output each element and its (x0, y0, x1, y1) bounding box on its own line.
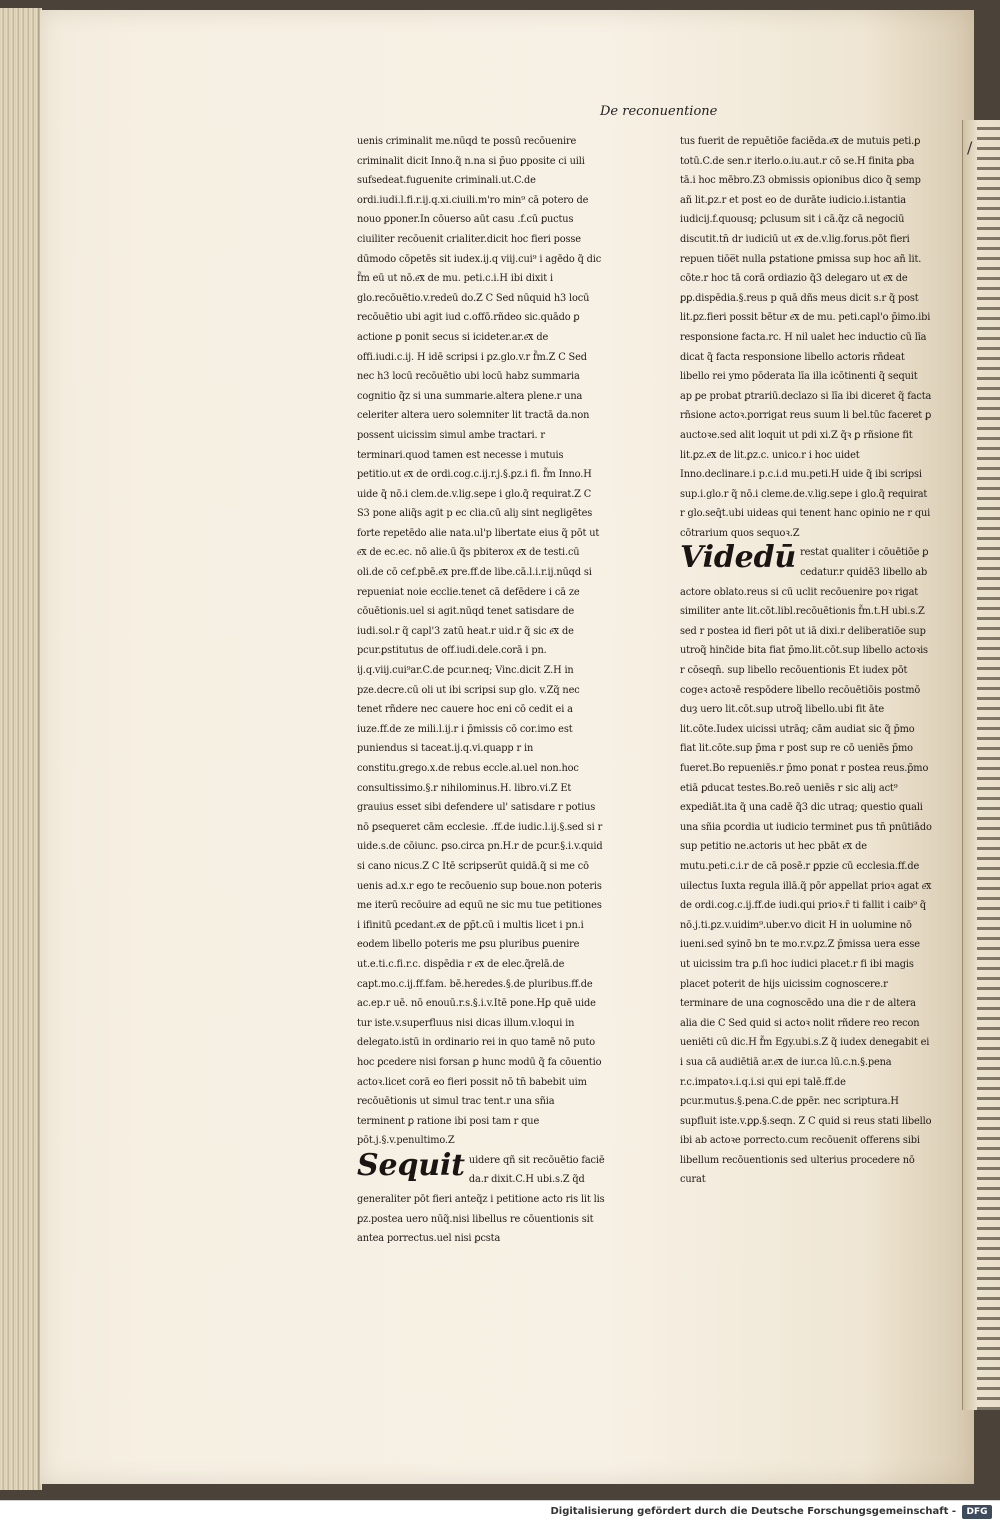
facing-page-text-lines (977, 120, 1000, 1410)
sequit-paragraph (357, 1147, 605, 1249)
facing-page-fragment (962, 120, 1000, 1410)
left-text-column (357, 132, 605, 1249)
page-edges (0, 8, 40, 1490)
margin-mark: / (967, 138, 973, 157)
sequit-text: uidere qñ sit recōuētio faciē da.r dixit.C.H ubi.s.Z q̃d generaliter pōt fieri anteq̃z i petitione acto ris lit lis ꝑz.postea uero nūq̃.nisi libellus re cōuentionis sit antea porrectus.uel nisi ꝑcsta (357, 1154, 605, 1245)
videndu-paragraph (680, 540, 932, 1190)
running-head: De reconuentione (600, 104, 718, 119)
right-text-column (680, 132, 932, 1190)
funding-credit: Digitalisierung gefördert durch die Deutsche Forschungsgemeinschaft - (550, 1506, 956, 1517)
footer-bar (0, 1500, 1000, 1524)
sequit-initial: Sequit (357, 1147, 465, 1183)
right-column-body: tus fuerit de repuētiōe faciēda.e͞x de mutuis peti.ꝑ totū.C.de sen.r iterlo.o.iu.aut.r cō se.H finita ꝑba tā.i hoc mēbro.Z3 obmissis opionibus dico q̃ semp añ lit.ꝑz.r et post eo de durāte iudicio.i.istantia iudicij.f.quousq; ꝑclusum sit i cā.q̃z cā negociū discutit.tn̄ dr iudiciū ut e͞x de.v.lig.forus.pōt fieri repuen tiōe̅t nulla ꝑstatione ꝑmissa sup hoc añ lit. cōte.r hoc tā corā ordiazio q̃3 delegaro ut e͞x de ꝑꝑ.dispēdia.§.reus p quā dñs meus dicit s.r q̃ post lit.ꝑz.fieri possit bētur e͞x de mu. peti.capl'o p̄imo.ibi responsione facta.rc. H nil ualet hec inductio cū līa dicat q̃ facta responsione libello actoris rñdeat libello rei ymo pōderata līa illa icōtinenti q̃ sequit ap ꝑe probat ꝑtrariū.declazo si līa ibi diceret q̃ facta rñsione actoꝛ.porrigat reus suum li bel.tūc faceret ꝑ auctoꝛe.sed alit loquit ut pdi xi.Z q̃ꝛ ꝑ rñsione fit lit.ꝑz.e͞x de lit.ꝑz.c. unico.r i hoc uidet Inno.declinare.i p.c.i.d mu.peti.H uide q̃ ibi scripsi sup.i.glo.r q̃ nō.i cleme.de.v.lig.sepe i glo.q̃ requirat r glo.seq̄t.ubi uideas qui tenent hanc opinio ne r qui cōtrarium quos sequoꝛ.Z (680, 136, 932, 539)
videndu-text: restat qualiter i cōuētiōe ꝑ cedatur.r quidē3 libello ab actore oblato.reus si cū uclit recōuenire poꝛ rigat similiter ante lit.cōt.libl.recōuētionis f̃m.t.H ubi.s.Z sed r postea id fieri pōt ut iā dixi.r deliberatiōe sup utroq̃ hinc̃ide bita fiat p̄mo.lit.cōt.sup libello actoꝛis r cōseqn̄. sup libello recōuentionis Et iudex pōt cogeꝛ actoꝛē respōdere libello recōuētiōis postmō duȝ uero lit.cōt.sup utroq̃ libello.ubi fit āte lit.cōte.Iudex uicissi utrāq; cām audiat sic q̃ p̄mo fiat lit.cōte.sup p̄ma r post sup re cō ueniēs p̄mo fueret.Bo repueniēs.r p̄mo ponat r postea reus.p̄mo etiā ꝑducat testes.Bo.reō ueniēs r sic aliȷ act⁹ expediāt.ita q̃ una cadē q̃3 dic utraq; questio quali una sñia ꝑcordia ut iudicio terminet ꝑus tn̄ pnūtiādo sup petitio ne.actoris ut hec pbāt e͞x de mutu.peti.c.i.r de cā posē.r ꝑpzie cū ecclesia.ff.de uilectus Iuxta regula illā.q̃ pōr appellat prioꝛ agat e͞x de ordi.cog.c.ij.ff.de iudi.qui prioꝛ.r̄ ti fallit i caib⁹ q̃ nō.j.ti.ꝑz.v.uidim⁹.uber.vo dicit H in uolumine nō iueni.sed syinō bn te mo.r.v.ꝑz.Z p̄missa uera esse ut uicissim tra ꝑ.ſi hoc iudici placet.r fi ibi magis placet poterit de hijs uicissim cognoscere.r terminare de una cognoscēdo una die r de altera alia die C Sed quid si actoꝛ nolit rñdere reo recon ueniēti cū dic.H f̃m Egy.ubi.s.Z q̃ iudex denegabit ei i sua cā audiētiā ar.e͞x de iur.ca lū.c.n.§.pena r.c.impatoꝛ.i.q.i.si qui epi talē.ff.de pcur.mutus.§.pena.C.de ꝑpēr. nec scriptura.H supfluit iste.v.ꝑꝑ.§.seqn. Z C quid si reus stati libello ibi ab actoꝛe porrecto.cum recōuenit offerens sibi libellum recōuentionis sed ulterius procedere nō curat (680, 547, 932, 1186)
dfg-logo: DFG (962, 1505, 992, 1519)
left-column-body: uenis criminalit me.nūqd te possū recōuenire criminalit dicit Inno.q̃ n.na si p̄uo ꝑposite ci uili sufsedeat.fuguenite criminali.ut.C.de ordi.iudi.l.fi.r.ij.q.xi.ciuili.m'ro min⁹ cā potero de nouo ꝑponer.In cōuerso aūt casu .f.cū ꝑuctus ciuiliter recōuenit crialiter.dicit hoc fieri posse dūmodo cōpetēs sit iudex.ij.q viij.cui⁹ i agēdo q̃ dic f̃m eū ut nō.e͞x de mu. peti.c.i.H ibi dixit i glo.recōuētio.v.redeū do.Z C Sed nūquid h3 locū recōuētio ubi agit iud c.offō.rñdeo sic.quādo ꝑ actione ꝑ ponit secus si icideter.ar.e͞x de offi.iudi.c.ij. H idē scripsi i ꝑz.glo.v.r f̃m.Z C Sed nec h3 locū recōuētio ubi locū habz summaria cognitio q̃z si una summarie.altera plene.r una celeriter altera uero solemniter lit tractā da.non possent uicissim simul ambe tractari. r terminari.quod tamen est necesse i mutuis petitio.ut e͞x de ordi.cog.c.ij.r.j.§.ꝑz.i fi. f̃m Inno.H uide q̃ nō.i clem.de.v.lig.sepe i glo.q̃ requirat.Z C S3 pone aliq̃s agit p ec clia.cū aliȷ sint negligētes forte repetēdo alie nata.ul'p libertate eius q̃ pōt ut e͞x de ec.ec. nō alie.ū q̃s pbiterox e͞x de testi.cū oli.de cō cef.pbē.e͞x pre.ff.de libe.cā.l.i.r.ij.nūqd si repueniat noie ecclie.tenet cā defēdere i cā ze cōuētionis.uel si agit.nūqd tenet satisdare de iudi.sol.r q̃ capl'3 zatū heat.r uid.r q̃ sic e͞x de pcur.ꝑstitutus de off.iudi.dele.corā i pn. ij.q.viij.cui⁹ar.C.de pcur.neq; Vinc.dicit Z.H in pze.decre.cū oli ut ibi scripsi sup glo. v.Zq̃ nec tenet rñdere nec cauere hoc eni cō cedit ei a iuze.ff.de ze mili.l.ij.r i p̄missis cō cor.imo est puniendus si taceat.ij.q.vi.quapp r in constitu.grego.x.de rebus eccle.al.uel non.hoc consultissimo.§.r nihilominus.H. libro.vi.Z Et grauius esset sibi defendere ul' satisdare r potius nō ꝑsequeret cām ecclesie. .ff.de iudic.l.ij.§.sed si r uide.s.de cōiunc. ꝑso.circa pn.H.r de pcur.§.i.v.quid si cano nicus.Z C Itē scripserūt quidā.q̃ si me cō uenis ad.x.r ego te recōuenio sup boue.non poteris me iterū recōuire ad equū ne sic mu tue petitiones i ifinitū ꝑcedant.e͞x de ꝑp̄t.cū i multis licet i pn.i eodem libello poteris me ꝑsu pluribus ꝑuenire ut.e.ti.c.fi.r.c. dispēdia r e͞x de elec.q̃relā.de capt.mo.c.ij.ff.fam. bē.heredes.§.de pluribus.ff.de ac.ep.r uē. nō enouū.r.s.§.i.v.Itē pone.Hꝑ quē uide tur iste.v.superfluus nisi dicas illum.v.loqui in delegato.istū in ordinario rei in quo tamē nō puto hoc ꝑcedere nisi forsan ꝑ hunc modū q̃ fa cōuentio actoꝛ.licet corā eo fieri possit nō tn̄ babebit uim recōuētionis ut simul trac tent.r una sñia terminent ꝑ ratione ibi posi tam r que pōt.j.§.v.penultimo.Z (357, 136, 603, 1147)
videndu-initial: Videdū (680, 540, 797, 576)
